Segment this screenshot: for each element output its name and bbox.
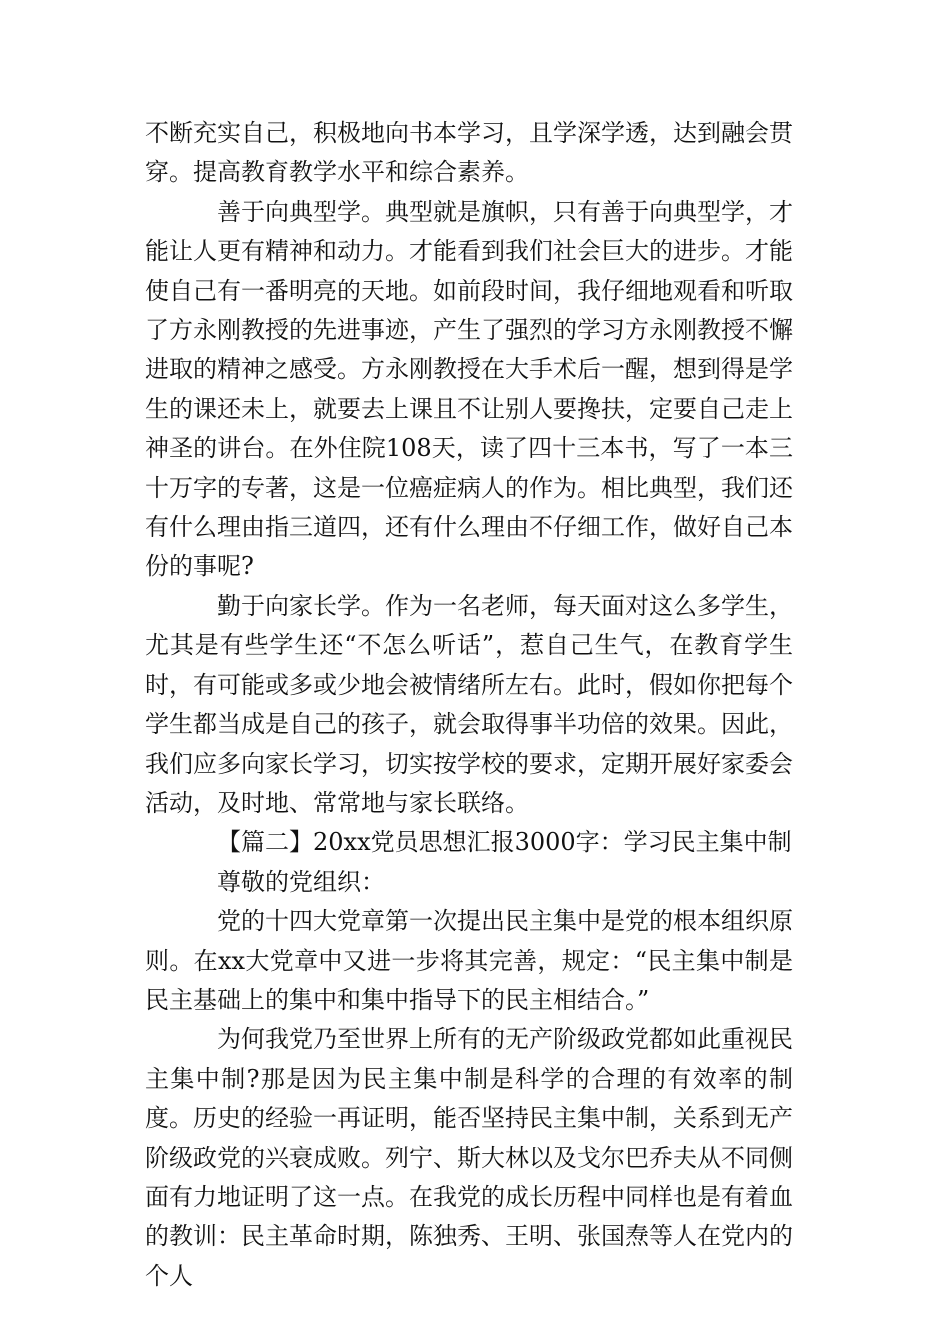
- document-body: [145, 114, 793, 1296]
- salutation: 尊敬的党组织：: [217, 867, 385, 896]
- section-heading: 【篇二】20xx党员思想汇报3000字：学习民主集中制: [217, 828, 792, 857]
- paragraph: 勤于向家长学。作为一名老师，每天面对这么多学生，尤其是有些学生还“不怎么听话”，惹自己生气，在教育学生时，有可能或多或少地会被情绪所左右。此时，假如你把每个学生都当成是自己的孩子，就会取得事半功倍的效果。因此，我们应多向家长学习，切实按学校的要求，定期开展好家委会活动，及时地、常常地与家长联络。: [145, 591, 793, 817]
- paragraph: 党的十四大党章第一次提出民主集中是党的根本组织原则。在xx大党章中又进一步将其完善，规定：“民主集中制是民主基础上的集中和集中指导下的民主相结合。”: [145, 907, 793, 1014]
- paragraph: 为何我党乃至世界上所有的无产阶级政党都如此重视民主集中制?那是因为民主集中制是科学的合理的有效率的制度。历史的经验一再证明，能否坚持民主集中制，关系到无产阶级政党的兴衰成败。列宁、斯大林以及戈尔巴乔夫从不同侧面有力地证明了这一点。在我党的成长历程中同样也是有着血的教训：民主革命时期，陈独秀、王明、张国焘等人在党内的个人: [145, 1025, 793, 1290]
- paragraph: 善于向典型学。典型就是旗帜，只有善于向典型学，才能让人更有精神和动力。才能看到我们社会巨大的进步。才能使自己有一番明亮的天地。如前段时间，我仔细地观看和听取了方永刚教授的先进事迹，产生了强烈的学习方永刚教授不懈进取的精神之感受。方永刚教授在大手术后一醒，想到得是学生的课还未上，就要去上课且不让别人要搀扶，定要自己走上神圣的讲台。在外住院108天，读了四十三本书，写了一本三十万字的专著，这是一位癌症病人的作为。相比典型，我们还有什么理由指三道四，还有什么理由不仔细工作，做好自己本份的事呢?: [145, 197, 793, 581]
- paragraph: 不断充实自己，积极地向书本学习，且学深学透，达到融会贯穿。提高教育教学水平和综合素养。: [145, 119, 793, 187]
